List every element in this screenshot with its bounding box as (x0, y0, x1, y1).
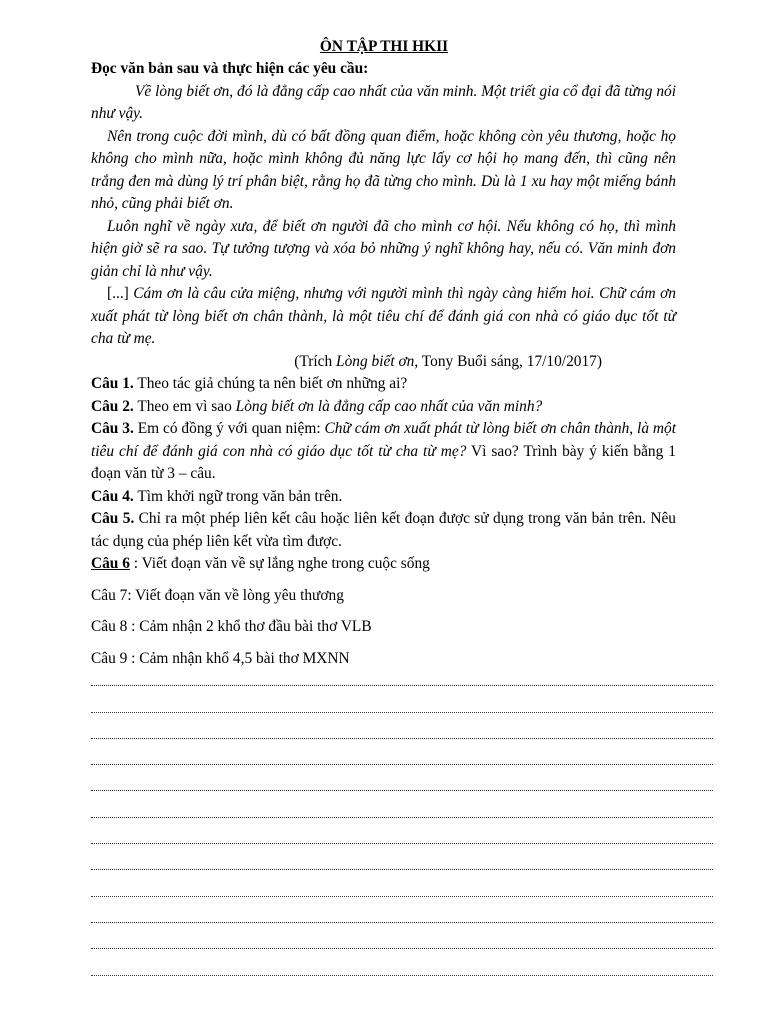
question-3-italic: Chữ cám ơn xuất phát từ lòng biết ơn chân thành, là một tiêu chí để đánh giá con nhà có giáo dục tốt từ cha từ mẹ? (91, 420, 677, 460)
answer-dotted-line (91, 852, 713, 878)
question-2-italic: Lòng biết ơn là đẳng cấp cao nhất của văn minh? (235, 397, 543, 415)
question-5 (91, 508, 676, 553)
answer-dotted-line (91, 694, 713, 720)
answer-dotted-line (91, 799, 713, 825)
answer-dotted-line (91, 773, 713, 799)
source-work: Lòng biết ơn (336, 352, 415, 370)
question-4-text: Tìm khởi ngữ trong văn bản trên. (133, 487, 343, 505)
instruction: Đọc văn bản sau và thực hiện các yêu cầu: (91, 60, 369, 77)
question-8: Câu 8 : Cảm nhận 2 khổ thơ đầu bài thơ VLB (91, 618, 372, 635)
passage-paragraph-4-text: Cám ơn là câu cửa miệng, nhưng với người mình thì ngày càng hiếm hoi. Chữ cám ơn xuất phát từ lòng biết ơn chân thành, là một tiêu chí để đánh giá con nhà có giáo dục tốt từ cha từ mẹ. (91, 285, 676, 347)
source-suffix: , Tony Buổi sáng, 17/10/2017) (414, 352, 602, 370)
question-6 (91, 553, 676, 576)
answer-dotted-line (91, 905, 713, 931)
passage-paragraph-4 (91, 283, 676, 351)
question-3 (91, 418, 676, 486)
question-1 (91, 373, 676, 396)
passage-paragraph-2: Nên trong cuộc đời mình, dù có bất đồng quan điểm, hoặc không còn yêu thương, hoặc họ không cho mình nữa, hoặc mình không đủ năng lực lấy cơ hội họ mang đến, thì cũng nên trắng đen mà dùng lý trí phân biệt, rằng họ đã từng cho mình. Dù là 1 xu hay một miếng bánh nhỏ, cũng phải biết ơn. (91, 127, 676, 212)
question-2 (91, 396, 676, 419)
source-citation (91, 351, 676, 374)
question-3-tail: Vì sao? Trình bày ý kiến bằng 1 đoạn văn từ 3 – câu. (91, 442, 676, 482)
answer-lines (91, 668, 713, 984)
question-2-label: Câu 2. (91, 397, 134, 415)
question-3-text: Em có đồng ý với quan niệm: (133, 420, 325, 437)
answer-dotted-line (91, 957, 713, 983)
page-title: ÔN TẬP THI HKII (319, 38, 449, 55)
question-3-label: Câu 3. (91, 420, 134, 437)
question-6-label: Câu 6 (91, 555, 130, 572)
source-prefix: (Trích (294, 352, 337, 370)
passage-paragraph-1: Về lòng biết ơn, đó là đẳng cấp cao nhất của văn minh. Một triết gia cổ đại đã từng nói như vậy. (91, 82, 676, 122)
question-7: Câu 7: Viết đoạn văn về lòng yêu thương (91, 586, 344, 604)
question-2-text: Theo em vì sao (133, 397, 236, 415)
question-5-text: Chỉ ra một phép liên kết câu hoặc liên kết đoạn được sử dụng trong văn bản trên. Nêu tác dụng của phép liên kết vừa tìm được. (91, 510, 676, 550)
answer-dotted-line (91, 931, 713, 957)
document-body (91, 58, 676, 670)
question-5-label: Câu 5. (91, 510, 135, 527)
answer-dotted-line (91, 747, 713, 773)
answer-dotted-line (91, 668, 713, 694)
ellipsis-marker: [...] (107, 285, 134, 302)
question-1-text: Theo tác giả chúng ta nên biết ơn những ai? (133, 375, 408, 392)
question-6-text: : Viết đoạn văn về sự lắng nghe trong cuộc sống (129, 555, 430, 572)
answer-dotted-line (91, 826, 713, 852)
passage-paragraph-3: Luôn nghĩ về ngày xưa, để biết ơn người đã cho mình cơ hội. Nếu không có họ, thì mình hiện giờ sẽ ra sao. Tự tưởng tượng và xóa bỏ những ý nghĩ không hay, nếu có. Văn minh đơn giản chỉ là như vậy. (91, 217, 676, 280)
answer-dotted-line (91, 721, 713, 747)
answer-dotted-line (91, 878, 713, 904)
question-4 (91, 486, 676, 509)
question-1-label: Câu 1. (91, 375, 134, 392)
question-9: Câu 9 : Cảm nhận khổ 4,5 bài thơ MXNN (91, 649, 350, 667)
question-4-label: Câu 4. (91, 487, 134, 505)
